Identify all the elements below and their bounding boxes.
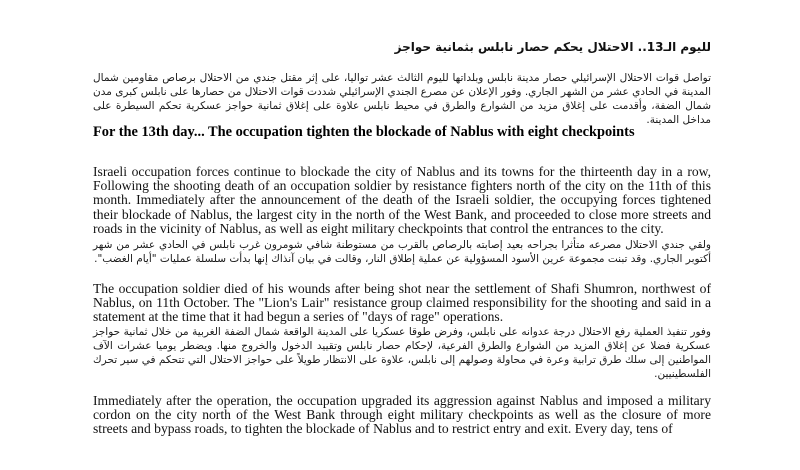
arabic-paragraph-2: ولقي جندي الاحتلال مصرعه متأثرا بجراحه بعيد إصابته بالرصاص بالقرب من مستوطنة شافي شومرون غرب نابلس في الحادي عشر من شهر أكتوبر الجاري. وقد تبنت مجموعة عرين الأسود المسؤولية عن عملية إطلاق النار، وقالت في بيان آنذاك إنها بدأت سلسلة عمليات "أيام الغضب". <box>93 239 711 265</box>
english-title: For the 13th day... The occupation tighten the blockade of Nablus with eight checkpoints <box>93 124 635 140</box>
arabic-paragraph-1: تواصل قوات الاحتلال الإسرائيلي حصار مدينة نابلس وبلداتها لليوم الثالث عشر تواليا، على إثر مقتل جندي من الاحتلال برصاص مقاومين شمال المدينة في الحادي عشر من الشهر الجاري. وفور الإعلان عن مصرع الجندي الإسرائيلي شددت قوات الاحتلال من حصارها على نابلس كبرى مدن شمال الضفة، وأقدمت على إغلاق مزيد من الشوارع والطرق في محيط نابلس علاوة على إغلاق ثمانية حواجز عسكرية تحكم السيطرة على مداخل المدينة. <box>93 72 711 126</box>
arabic-title: لليوم الـ13.. الاحتلال يحكم حصار نابلس بثمانية حواجز <box>394 40 711 54</box>
english-paragraph-2: The occupation soldier died of his wounds after being shot near the settlement of Shafi Shumron, northwest of Nablus, on 11th October. The "Lion's Lair" resistance group claimed responsibility for the shooting and said in a statement at the time that it had begun a series of "days of rage" operations. <box>93 281 711 325</box>
english-paragraph-3: Immediately after the operation, the occupation upgraded its aggression against Nablus and imposed a military cordon on the city north of the West Bank through eight military checkpoints as well as the closure of more streets and bypass roads, to tighten the blockade of Nablus and to restrict entry and exit. Every day, tens of <box>93 393 711 437</box>
arabic-paragraph-3: وفور تنفيذ العملية رفع الاحتلال درجة عدوانه على نابلس، وفرض طوقا عسكريا على المدينة الواقعة شمال الضفة الغربية من خلال ثمانية حواجز عسكرية فضلا عن إغلاق المزيد من الشوارع والطرق الفرعية، لإحكام حصار نابلس وتقييد الدخول والخروج منها. ويضطر يوميا عشرات الآف المواطنين إلى سلك طرق ترابية وعرة في محاولة وصولهم إلى نابلس، علاوة على الانتظار طويلاً على حواجز الاحتلال التي تتحكم في سير تحرك الفلسطينيين. <box>93 326 711 380</box>
english-paragraph-1: Israeli occupation forces continue to blockade the city of Nablus and its towns for the thirteenth day in a row, Following the shooting death of an occupation soldier by resistance fighters north of the city on the 11th of this month. Immediately after the announcement of the death of the Israeli soldier, the occupying forces tightened their blockade of Nablus, the largest city in the north of the West Bank, and proceeded to close more streets and roads in the vicinity of Nablus, as well as eight military checkpoints that control the entrances to the city. <box>93 164 711 236</box>
